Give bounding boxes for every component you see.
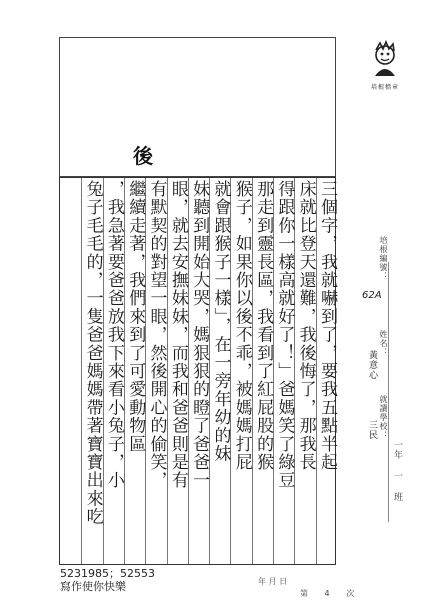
- essay-column: [230, 178, 251, 564]
- essay-column-text: 得跟你一樣高就好了！」爸媽笑了綠豆: [274, 180, 295, 490]
- essay-column: [252, 178, 273, 564]
- name-label: 姓名：: [379, 330, 388, 357]
- essay-column-text: 那走到靈長區，我看到了紅屁股的猴: [253, 180, 274, 472]
- essay-column-text: 妹聽到開始大哭，媽狠狠的瞪了爸爸一: [189, 180, 210, 490]
- page-label: 第: [300, 589, 308, 598]
- logo-caption: 培根標章: [370, 84, 399, 91]
- teacher-comment-box: [59, 37, 336, 177]
- essay-column: [294, 178, 315, 564]
- contact-phone: 5231985；52553: [60, 567, 155, 580]
- essay-column: [316, 178, 337, 564]
- essay-column-text: 猴子，如果你以後不乖，被媽媽打屁: [231, 180, 252, 472]
- essay-column-text: 有默契的對望一眼，然後開心的偷笑，: [146, 180, 167, 490]
- slogan: 寫作使你快樂: [60, 580, 126, 593]
- essay-grid: [59, 177, 336, 565]
- essay-column-text: 兔子毛毛的，一隻爸爸媽媽帶著寶寶出來吃: [82, 180, 103, 526]
- grade-class: 一年 一 班: [392, 440, 402, 502]
- essay-column-text: 三個字，我就嚇到了，要我五點半起: [316, 180, 337, 472]
- essay-column: [103, 178, 124, 564]
- essay-column-text: 眼，就去安撫妹妹，而我和爸爸則是有: [167, 180, 188, 490]
- bacon-mascot-logo: [366, 40, 404, 91]
- essay-column: [209, 178, 230, 564]
- back-side-label: 後: [133, 144, 153, 168]
- side-divider: [388, 262, 389, 522]
- school-label: 就讀學校：: [379, 395, 388, 440]
- page-counter: [300, 588, 354, 599]
- essay-column: [188, 178, 209, 564]
- page-suffix: 次: [346, 589, 355, 598]
- essay-column: [145, 178, 166, 564]
- page-number: 4: [324, 589, 330, 598]
- school-value: 三民: [367, 420, 377, 440]
- essay-column: [167, 178, 188, 564]
- essay-column: [124, 178, 145, 564]
- essay-column-text: ，我急著要爸爸放我下來看小兔子，小: [103, 180, 124, 490]
- name-value: 黃意心: [367, 350, 377, 380]
- essay-column-text: 繼續走著，我們來到了可愛動物區: [125, 180, 146, 453]
- code-label: 培根編號：: [379, 236, 388, 281]
- essay-column-text: 床就比登天還難，我後悔了，那我長: [295, 180, 316, 472]
- code-value: 62A: [362, 290, 382, 301]
- essay-column: [273, 178, 294, 564]
- essay-column-text: 就會跟猴子一樣」，在一旁年幼的妹: [210, 180, 231, 463]
- date-line: 年 月 日: [258, 577, 288, 586]
- essay-column: [81, 178, 102, 564]
